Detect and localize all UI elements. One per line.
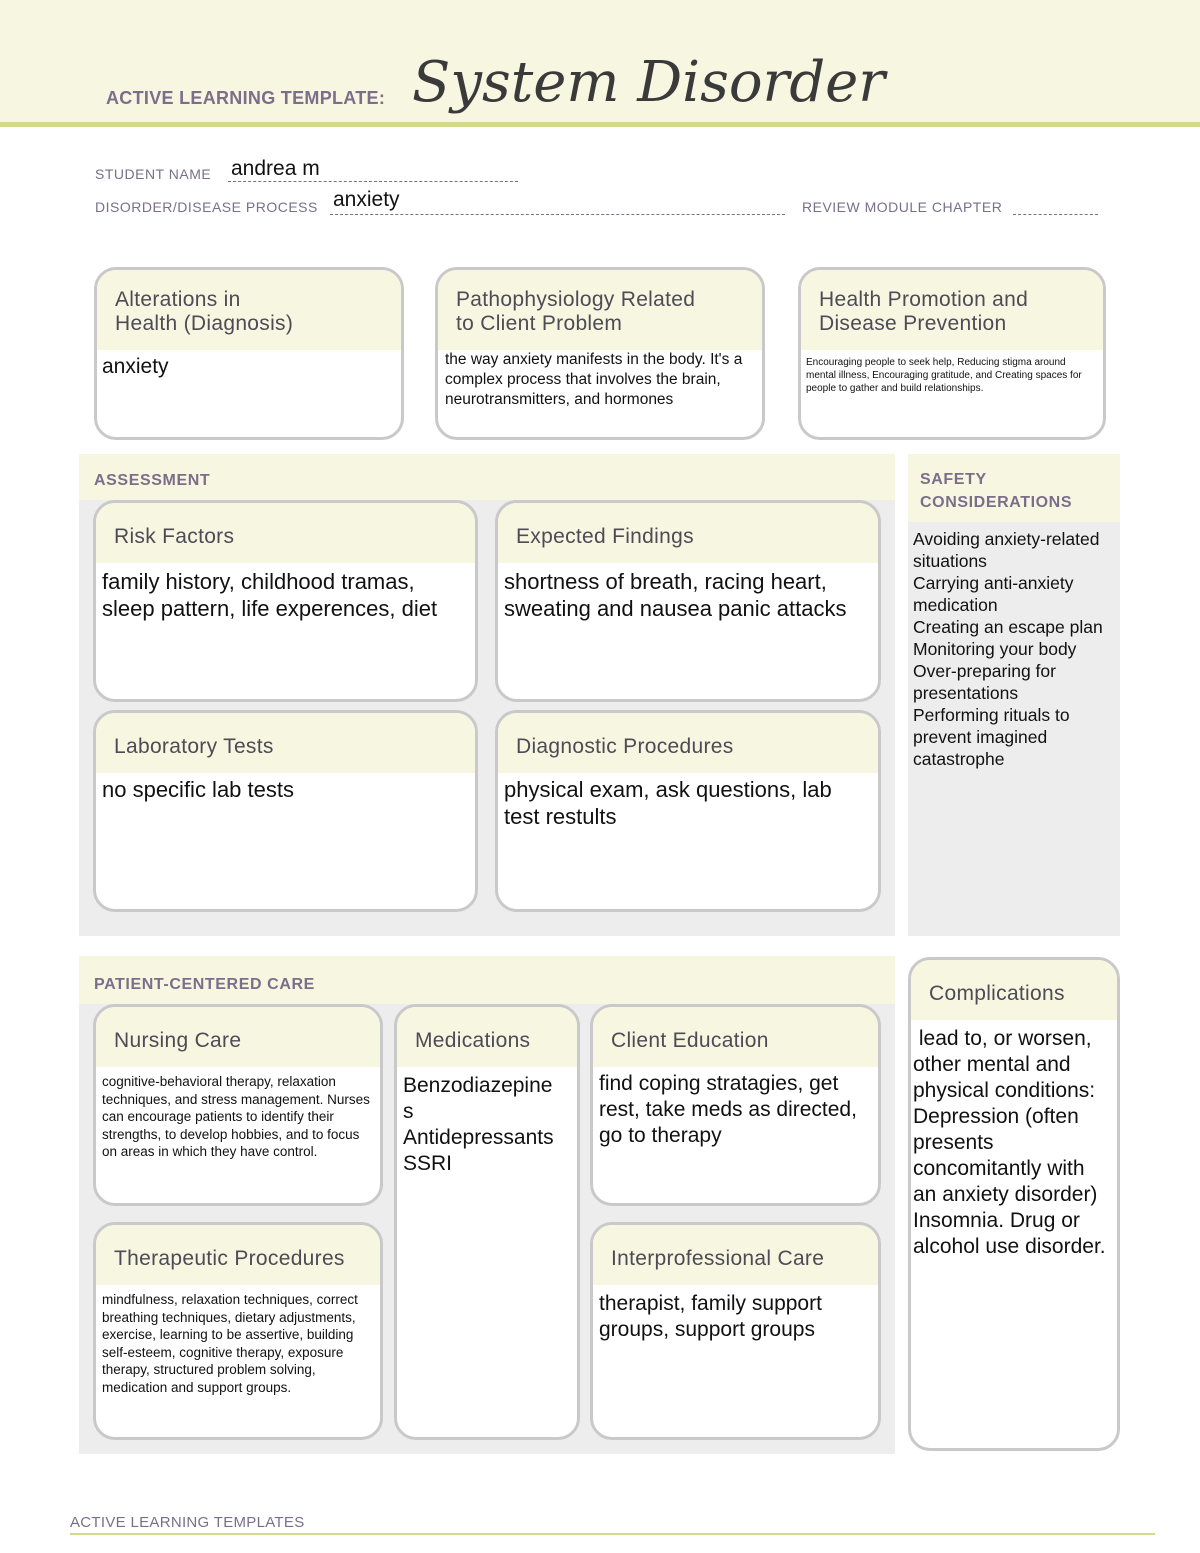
complications-title: Complications — [911, 960, 1117, 1020]
alterations-box — [94, 267, 404, 440]
disorder-label: DISORDER/DISEASE PROCESS — [95, 199, 318, 215]
medications-title: Medications — [397, 1007, 577, 1067]
health-promotion-content[interactable]: Encouraging people to seek help, Reducing stigma around mental illness, Encouraging gratitude, and Creating spaces for people to gather and build relationships. — [806, 357, 1082, 394]
assessment-label: ASSESSMENT — [94, 472, 211, 489]
laboratory-tests-title: Laboratory Tests — [96, 713, 475, 773]
student-name-label: STUDENT NAME — [95, 166, 212, 182]
disorder-field[interactable]: anxiety — [333, 188, 400, 211]
therapeutic-procedures-content[interactable]: mindfulness, relaxation techniques, correct breathing techniques, dietary adjustments, exercise, learning to be assertive, building self-esteem, cognitive therapy, exposure therapy, structured problem solving, medication and support groups. — [102, 1292, 358, 1395]
template-title: System Disorder — [412, 50, 886, 115]
disorder-underline — [330, 214, 785, 215]
health-promotion-title: Health Promotion and Disease Prevention — [801, 270, 1103, 350]
health-promotion-box — [798, 267, 1106, 440]
laboratory-tests-content[interactable]: no specific lab tests — [102, 777, 294, 802]
student-name-underline — [228, 181, 518, 182]
pathophysiology-box — [435, 267, 765, 440]
laboratory-tests-box — [93, 710, 478, 912]
alterations-content[interactable]: anxiety — [102, 355, 169, 378]
template-label: ACTIVE LEARNING TEMPLATE: — [106, 88, 386, 108]
interprofessional-care-title: Interprofessional Care — [593, 1225, 878, 1285]
client-education-content[interactable]: find coping stratagies, get rest, take meds as directed, go to therapy — [599, 1072, 857, 1147]
risk-factors-box — [93, 500, 478, 702]
risk-factors-title: Risk Factors — [96, 503, 475, 563]
nursing-care-title: Nursing Care — [96, 1007, 380, 1067]
complications-box — [908, 957, 1120, 1451]
patient-centered-care-label: PATIENT-CENTERED CARE — [94, 976, 315, 993]
alterations-title: Alterations in Health (Diagnosis) — [97, 270, 401, 350]
expected-findings-content[interactable]: shortness of breath, racing heart, sweating and nausea panic attacks — [504, 569, 847, 621]
nursing-care-box — [93, 1004, 383, 1206]
safety-content[interactable]: Avoiding anxiety-related situations Carrying anti-anxiety medication Creating an escape plan Monitoring your body Over-preparing for presentations Performing rituals to prevent imagined catastrophe — [913, 529, 1103, 769]
footer-label: ACTIVE LEARNING TEMPLATES — [70, 1514, 305, 1531]
client-education-box — [590, 1004, 881, 1206]
review-module-label: REVIEW MODULE CHAPTER — [802, 199, 1003, 215]
header-rule — [0, 122, 1200, 127]
interprofessional-care-box — [590, 1222, 881, 1440]
client-education-title: Client Education — [593, 1007, 878, 1067]
footer-rule — [70, 1533, 1155, 1535]
student-name-field[interactable]: andrea m — [231, 157, 320, 180]
medications-content[interactable]: Benzodiazepine s Antidepressants SSRI — [403, 1074, 554, 1175]
safety-panel — [908, 454, 1120, 936]
expected-findings-box — [495, 500, 881, 702]
diagnostic-procedures-title: Diagnostic Procedures — [498, 713, 878, 773]
complications-content[interactable]: lead to, or worsen, other mental and physical conditions: Depression (often presents concomitantly with an anxiety disorder) Insomnia. Drug or alcohol use disorder. — [913, 1027, 1106, 1258]
safety-label: SAFETY CONSIDERATIONS — [908, 454, 1120, 522]
expected-findings-title: Expected Findings — [498, 503, 878, 563]
therapeutic-procedures-title: Therapeutic Procedures — [96, 1225, 380, 1285]
pathophysiology-title: Pathophysiology Related to Client Problem — [438, 270, 762, 350]
risk-factors-content[interactable]: family history, childhood tramas, sleep pattern, life experences, diet — [102, 569, 438, 621]
diagnostic-procedures-box — [495, 710, 881, 912]
interprofessional-care-content[interactable]: therapist, family support groups, support groups — [599, 1292, 822, 1341]
nursing-care-content[interactable]: cognitive-behavioral therapy, relaxation techniques, and stress management. Nurses can encourage patients to identify their strengths, to develop hobbies, and to focus on areas in which they have control. — [102, 1074, 370, 1159]
therapeutic-procedures-box — [93, 1222, 383, 1440]
medications-box — [394, 1004, 580, 1440]
diagnostic-procedures-content[interactable]: physical exam, ask questions, lab test restults — [504, 777, 832, 829]
review-module-field[interactable] — [1013, 214, 1098, 215]
pathophysiology-content[interactable]: the way anxiety manifests in the body. It's a complex process that involves the brain, neurotransmitters, and hormones — [445, 351, 743, 408]
